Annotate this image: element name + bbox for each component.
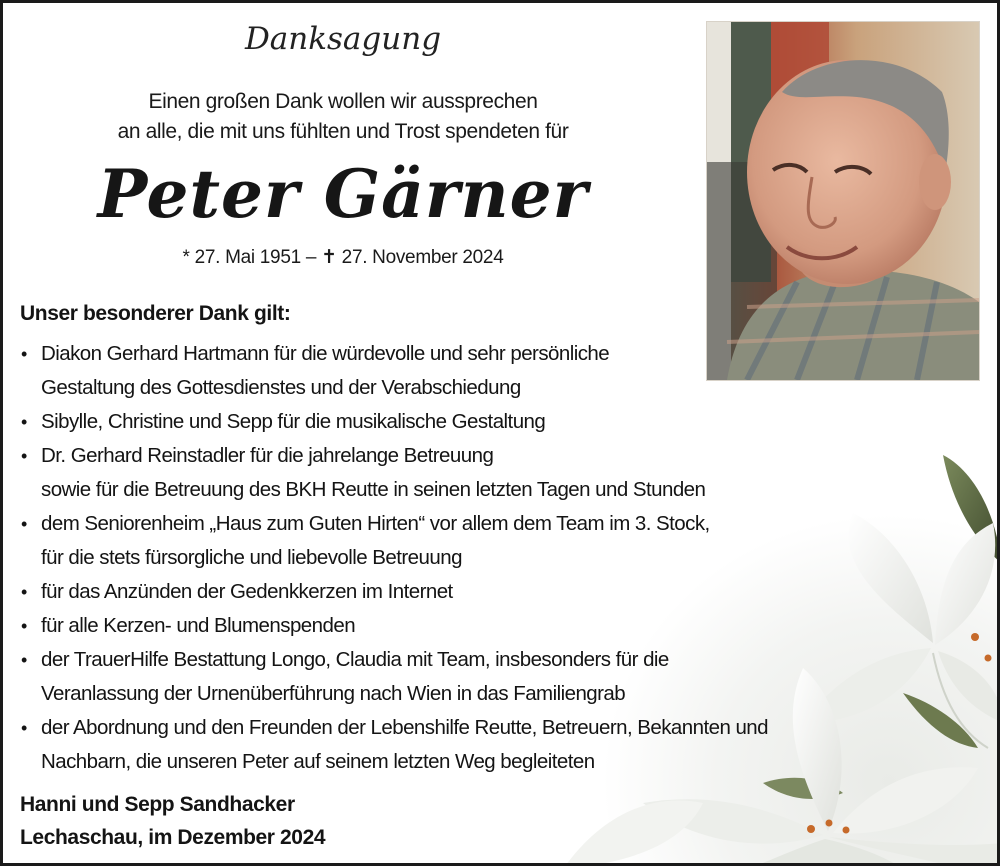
- list-item: [20, 405, 768, 439]
- list-item-text: • dem Seniorenheim „Haus zum Guten Hirten“ vor allem dem Team im 3. Stock,: [41, 512, 710, 535]
- list-item-text: • für alle Kerzen- und Blumenspenden: [41, 614, 356, 637]
- signature-names: Hanni und Sepp Sandhacker: [20, 793, 295, 816]
- portrait-image: [707, 22, 979, 380]
- list-item: [20, 337, 768, 405]
- list-item-text: Nachbarn, die unseren Peter auf seinem letzten Weg begleiteten: [41, 750, 595, 773]
- intro-text: [63, 87, 623, 147]
- thanks-list: [20, 337, 768, 779]
- list-item-text: Veranlassung der Urnenüberführung nach Wien in das Familiengrab: [41, 682, 626, 705]
- portrait-photo: [706, 21, 980, 381]
- list-item-text: Gestaltung des Gottesdienstes und der Verabschiedung: [41, 376, 521, 399]
- life-dates: * 27. Mai 1951 – ✝ 27. November 2024: [182, 247, 504, 268]
- list-item-text: • für das Anzünden der Gedenkkerzen im Internet: [41, 580, 453, 603]
- list-item: [20, 575, 768, 609]
- list-item: [20, 711, 768, 779]
- deceased-name: Peter Gärner: [97, 155, 589, 233]
- intro-line: an alle, die mit uns fühlten und Trost spendeten für: [117, 120, 569, 143]
- list-item-text: • der Abordnung und den Freunden der Lebenshilfe Reutte, Betreuern, Bekannten und: [41, 716, 769, 739]
- list-item-text: • Dr. Gerhard Reinstadler für die jahrelange Betreuung: [41, 444, 494, 467]
- list-item: [20, 507, 768, 575]
- list-item-text: • Sibylle, Christine und Sepp für die musikalische Gestaltung: [41, 410, 546, 433]
- signature-block: [20, 788, 325, 854]
- list-item-text: sowie für die Betreuung des BKH Reutte in seinen letzten Tagen und Stunden: [41, 478, 706, 501]
- thanksgiving-heading: Danksagung: [244, 21, 442, 57]
- list-item-text: • Diakon Gerhard Hartmann für die würdevolle und sehr persönliche: [41, 342, 610, 365]
- list-item-text: für die stets fürsorgliche und liebevolle Betreuung: [41, 546, 462, 569]
- signature-place-date: Lechaschau, im Dezember 2024: [20, 826, 326, 849]
- list-item: [20, 643, 768, 711]
- thanks-heading: Unser besonderer Dank gilt:: [20, 302, 291, 325]
- list-item: [20, 439, 768, 507]
- list-item: [20, 609, 768, 643]
- intro-line: Einen großen Dank wollen wir aussprechen: [148, 90, 538, 113]
- list-item-text: • der TrauerHilfe Bestattung Longo, Claudia mit Team, insbesonders für die: [41, 648, 669, 671]
